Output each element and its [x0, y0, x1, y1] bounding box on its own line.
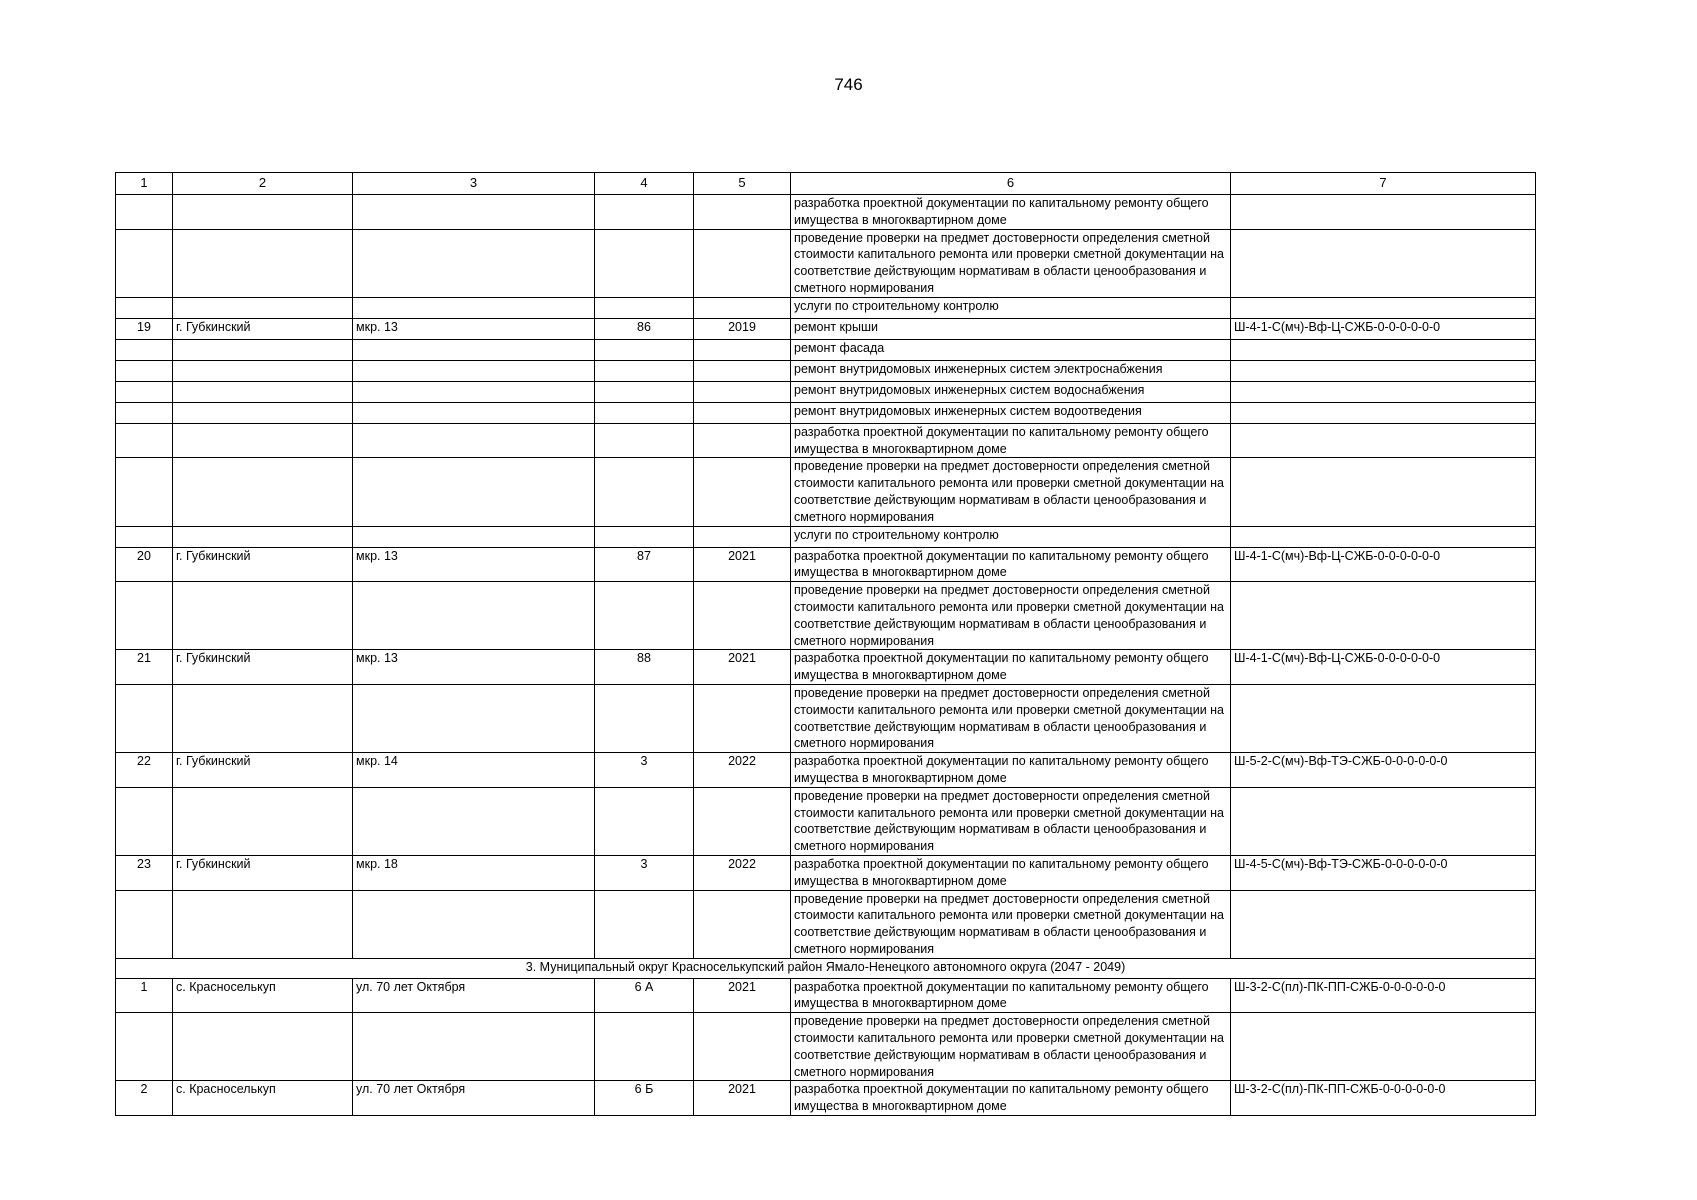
- work-type-cell: проведение проверки на предмет достоверности определения сметной стоимости капитального ремонта или проверки сметной документации на соответствие действующим нормативам в области ценообразования и сметного нормирования: [791, 787, 1231, 855]
- table-row: [116, 890, 1536, 958]
- settlement-cell: г. Губкинский: [173, 318, 353, 339]
- row-number-cell: 19: [116, 318, 173, 339]
- settlement-cell: [173, 229, 353, 297]
- house-number-cell: 3: [595, 855, 694, 890]
- street-cell: мкр. 14: [353, 753, 595, 788]
- column-header: 4: [595, 173, 694, 195]
- table-row: [116, 458, 1536, 526]
- row-number-cell: [116, 195, 173, 230]
- street-cell: [353, 297, 595, 318]
- settlement-cell: [173, 890, 353, 958]
- row-number-cell: 21: [116, 650, 173, 685]
- row-number-cell: 20: [116, 547, 173, 582]
- street-cell: [353, 582, 595, 650]
- table-row: [116, 195, 1536, 230]
- building-code-cell: [1231, 297, 1536, 318]
- year-cell: 2019: [694, 318, 791, 339]
- row-number-cell: [116, 890, 173, 958]
- row-number-cell: [116, 381, 173, 402]
- building-code-cell: [1231, 787, 1536, 855]
- column-header: 7: [1231, 173, 1536, 195]
- settlement-cell: г. Губкинский: [173, 650, 353, 685]
- building-code-cell: Ш-4-5-С(мч)-Вф-ТЭ-СЖБ-0-0-0-0-0-0: [1231, 855, 1536, 890]
- settlement-cell: [173, 582, 353, 650]
- settlement-cell: [173, 402, 353, 423]
- street-cell: ул. 70 лет Октября: [353, 1081, 595, 1116]
- house-number-cell: [595, 582, 694, 650]
- work-type-cell: услуги по строительному контролю: [791, 526, 1231, 547]
- row-number-cell: [116, 684, 173, 752]
- work-type-cell: разработка проектной документации по капитальному ремонту общего имущества в многоквартирном доме: [791, 547, 1231, 582]
- street-cell: [353, 402, 595, 423]
- table-row: [116, 650, 1536, 685]
- work-type-cell: проведение проверки на предмет достоверности определения сметной стоимости капитального ремонта или проверки сметной документации на соответствие действующим нормативам в области ценообразования и сметного нормирования: [791, 458, 1231, 526]
- building-code-cell: [1231, 684, 1536, 752]
- street-cell: [353, 381, 595, 402]
- year-cell: 2022: [694, 855, 791, 890]
- settlement-cell: с. Красноселькуп: [173, 1081, 353, 1116]
- street-cell: мкр. 13: [353, 650, 595, 685]
- table-body-section-3: [116, 978, 1536, 1115]
- year-cell: [694, 582, 791, 650]
- section-row: [116, 958, 1536, 978]
- house-number-cell: [595, 890, 694, 958]
- table-row: [116, 684, 1536, 752]
- building-code-cell: Ш-4-1-С(мч)-Вф-Ц-СЖБ-0-0-0-0-0-0: [1231, 650, 1536, 685]
- row-number-cell: [116, 582, 173, 650]
- work-type-cell: разработка проектной документации по капитальному ремонту общего имущества в многоквартирном доме: [791, 650, 1231, 685]
- settlement-cell: г. Губкинский: [173, 753, 353, 788]
- settlement-cell: [173, 526, 353, 547]
- work-type-cell: ремонт крыши: [791, 318, 1231, 339]
- building-code-cell: [1231, 360, 1536, 381]
- street-cell: [353, 787, 595, 855]
- work-type-cell: проведение проверки на предмет достоверности определения сметной стоимости капитального ремонта или проверки сметной документации на соответствие действующим нормативам в области ценообразования и сметного нормирования: [791, 229, 1231, 297]
- year-cell: 2021: [694, 1081, 791, 1116]
- year-cell: 2021: [694, 650, 791, 685]
- year-cell: [694, 229, 791, 297]
- column-header: 3: [353, 173, 595, 195]
- year-cell: [694, 787, 791, 855]
- work-type-cell: разработка проектной документации по капитальному ремонту общего имущества в многоквартирном доме: [791, 423, 1231, 458]
- house-number-cell: 88: [595, 650, 694, 685]
- work-type-cell: ремонт внутридомовых инженерных систем водоснабжения: [791, 381, 1231, 402]
- street-cell: [353, 1013, 595, 1081]
- settlement-cell: [173, 458, 353, 526]
- work-type-cell: услуги по строительному контролю: [791, 297, 1231, 318]
- street-cell: [353, 458, 595, 526]
- table-row: [116, 297, 1536, 318]
- settlement-cell: [173, 423, 353, 458]
- house-number-cell: [595, 684, 694, 752]
- row-number-cell: [116, 423, 173, 458]
- table-row: [116, 547, 1536, 582]
- row-number-cell: 2: [116, 1081, 173, 1116]
- row-number-cell: 1: [116, 978, 173, 1013]
- table-row: [116, 1013, 1536, 1081]
- work-type-cell: проведение проверки на предмет достоверности определения сметной стоимости капитального ремонта или проверки сметной документации на соответствие действующим нормативам в области ценообразования и сметного нормирования: [791, 684, 1231, 752]
- table-row: [116, 526, 1536, 547]
- table-row: [116, 787, 1536, 855]
- table-row: [116, 1081, 1536, 1116]
- settlement-cell: [173, 1013, 353, 1081]
- street-cell: [353, 684, 595, 752]
- table-row: [116, 229, 1536, 297]
- building-code-cell: [1231, 402, 1536, 423]
- row-number-cell: 23: [116, 855, 173, 890]
- year-cell: [694, 381, 791, 402]
- house-number-cell: 6 А: [595, 978, 694, 1013]
- table-row: [116, 423, 1536, 458]
- settlement-cell: [173, 787, 353, 855]
- table-row: [116, 381, 1536, 402]
- settlement-cell: [173, 297, 353, 318]
- settlement-cell: г. Губкинский: [173, 855, 353, 890]
- house-number-cell: [595, 360, 694, 381]
- year-cell: 2021: [694, 978, 791, 1013]
- row-number-cell: [116, 229, 173, 297]
- table-header: [116, 173, 1536, 195]
- year-cell: 2021: [694, 547, 791, 582]
- year-cell: [694, 297, 791, 318]
- table-row: [116, 753, 1536, 788]
- building-code-cell: [1231, 582, 1536, 650]
- year-cell: 2022: [694, 753, 791, 788]
- street-cell: [353, 526, 595, 547]
- year-cell: [694, 339, 791, 360]
- column-header: 5: [694, 173, 791, 195]
- building-code-cell: [1231, 229, 1536, 297]
- settlement-cell: [173, 684, 353, 752]
- section-title: 3. Муниципальный округ Красноселькупский район Ямало-Ненецкого автономного округа (2047 - 2049): [116, 958, 1536, 978]
- street-cell: мкр. 18: [353, 855, 595, 890]
- building-code-cell: [1231, 890, 1536, 958]
- column-header: 1: [116, 173, 173, 195]
- settlement-cell: с. Красноселькуп: [173, 978, 353, 1013]
- settlement-cell: [173, 195, 353, 230]
- building-code-cell: [1231, 423, 1536, 458]
- house-number-cell: [595, 423, 694, 458]
- year-cell: [694, 195, 791, 230]
- table-row: [116, 978, 1536, 1013]
- table-row: [116, 360, 1536, 381]
- work-type-cell: ремонт внутридомовых инженерных систем водоотведения: [791, 402, 1231, 423]
- repair-program-table: [115, 172, 1536, 1116]
- page-number: 746: [834, 75, 863, 94]
- row-number-cell: [116, 402, 173, 423]
- street-cell: [353, 229, 595, 297]
- year-cell: [694, 360, 791, 381]
- building-code-cell: [1231, 339, 1536, 360]
- house-number-cell: [595, 402, 694, 423]
- table-row: [116, 339, 1536, 360]
- row-number-cell: [116, 339, 173, 360]
- house-number-cell: 87: [595, 547, 694, 582]
- table-row: [116, 318, 1536, 339]
- house-number-cell: [595, 526, 694, 547]
- row-number-cell: [116, 526, 173, 547]
- building-code-cell: [1231, 195, 1536, 230]
- settlement-cell: [173, 381, 353, 402]
- year-cell: [694, 684, 791, 752]
- work-type-cell: разработка проектной документации по капитальному ремонту общего имущества в многоквартирном доме: [791, 195, 1231, 230]
- building-code-cell: Ш-3-2-С(пл)-ПК-ПП-СЖБ-0-0-0-0-0-0: [1231, 1081, 1536, 1116]
- table-row: [116, 402, 1536, 423]
- street-cell: [353, 195, 595, 230]
- building-code-cell: [1231, 458, 1536, 526]
- street-cell: [353, 890, 595, 958]
- work-type-cell: проведение проверки на предмет достоверности определения сметной стоимости капитального ремонта или проверки сметной документации на соответствие действующим нормативам в области ценообразования и сметного нормирования: [791, 1013, 1231, 1081]
- house-number-cell: 6 Б: [595, 1081, 694, 1116]
- row-number-cell: 22: [116, 753, 173, 788]
- work-type-cell: разработка проектной документации по капитальному ремонту общего имущества в многоквартирном доме: [791, 978, 1231, 1013]
- building-code-cell: [1231, 381, 1536, 402]
- street-cell: мкр. 13: [353, 547, 595, 582]
- street-cell: [353, 360, 595, 381]
- house-number-cell: [595, 381, 694, 402]
- table-body: [116, 195, 1536, 959]
- street-cell: [353, 339, 595, 360]
- house-number-cell: [595, 195, 694, 230]
- building-code-cell: Ш-4-1-С(мч)-Вф-Ц-СЖБ-0-0-0-0-0-0: [1231, 318, 1536, 339]
- building-code-cell: Ш-3-2-С(пл)-ПК-ПП-СЖБ-0-0-0-0-0-0: [1231, 978, 1536, 1013]
- street-cell: ул. 70 лет Октября: [353, 978, 595, 1013]
- work-type-cell: проведение проверки на предмет достоверности определения сметной стоимости капитального ремонта или проверки сметной документации на соответствие действующим нормативам в области ценообразования и сметного нормирования: [791, 890, 1231, 958]
- row-number-cell: [116, 360, 173, 381]
- house-number-cell: [595, 229, 694, 297]
- year-cell: [694, 402, 791, 423]
- table-row: [116, 855, 1536, 890]
- year-cell: [694, 423, 791, 458]
- work-type-cell: ремонт фасада: [791, 339, 1231, 360]
- house-number-cell: [595, 1013, 694, 1081]
- building-code-cell: Ш-5-2-С(мч)-Вф-ТЭ-СЖБ-0-0-0-0-0-0: [1231, 753, 1536, 788]
- work-type-cell: проведение проверки на предмет достоверности определения сметной стоимости капитального ремонта или проверки сметной документации на соответствие действующим нормативам в области ценообразования и сметного нормирования: [791, 582, 1231, 650]
- settlement-cell: г. Губкинский: [173, 547, 353, 582]
- house-number-cell: [595, 787, 694, 855]
- house-number-cell: [595, 458, 694, 526]
- row-number-cell: [116, 458, 173, 526]
- year-cell: [694, 458, 791, 526]
- house-number-cell: 3: [595, 753, 694, 788]
- section-body: [116, 958, 1536, 978]
- row-number-cell: [116, 297, 173, 318]
- house-number-cell: [595, 297, 694, 318]
- table-row: [116, 582, 1536, 650]
- column-number-row: [116, 173, 1536, 195]
- street-cell: мкр. 13: [353, 318, 595, 339]
- year-cell: [694, 890, 791, 958]
- settlement-cell: [173, 339, 353, 360]
- column-header: 6: [791, 173, 1231, 195]
- column-header: 2: [173, 173, 353, 195]
- work-type-cell: разработка проектной документации по капитальному ремонту общего имущества в многоквартирном доме: [791, 855, 1231, 890]
- house-number-cell: [595, 339, 694, 360]
- row-number-cell: [116, 1013, 173, 1081]
- building-code-cell: [1231, 526, 1536, 547]
- row-number-cell: [116, 787, 173, 855]
- street-cell: [353, 423, 595, 458]
- settlement-cell: [173, 360, 353, 381]
- building-code-cell: Ш-4-1-С(мч)-Вф-Ц-СЖБ-0-0-0-0-0-0: [1231, 547, 1536, 582]
- building-code-cell: [1231, 1013, 1536, 1081]
- work-type-cell: разработка проектной документации по капитальному ремонту общего имущества в многоквартирном доме: [791, 753, 1231, 788]
- year-cell: [694, 526, 791, 547]
- work-type-cell: ремонт внутридомовых инженерных систем электроснабжения: [791, 360, 1231, 381]
- year-cell: [694, 1013, 791, 1081]
- work-type-cell: разработка проектной документации по капитальному ремонту общего имущества в многоквартирном доме: [791, 1081, 1231, 1116]
- house-number-cell: 86: [595, 318, 694, 339]
